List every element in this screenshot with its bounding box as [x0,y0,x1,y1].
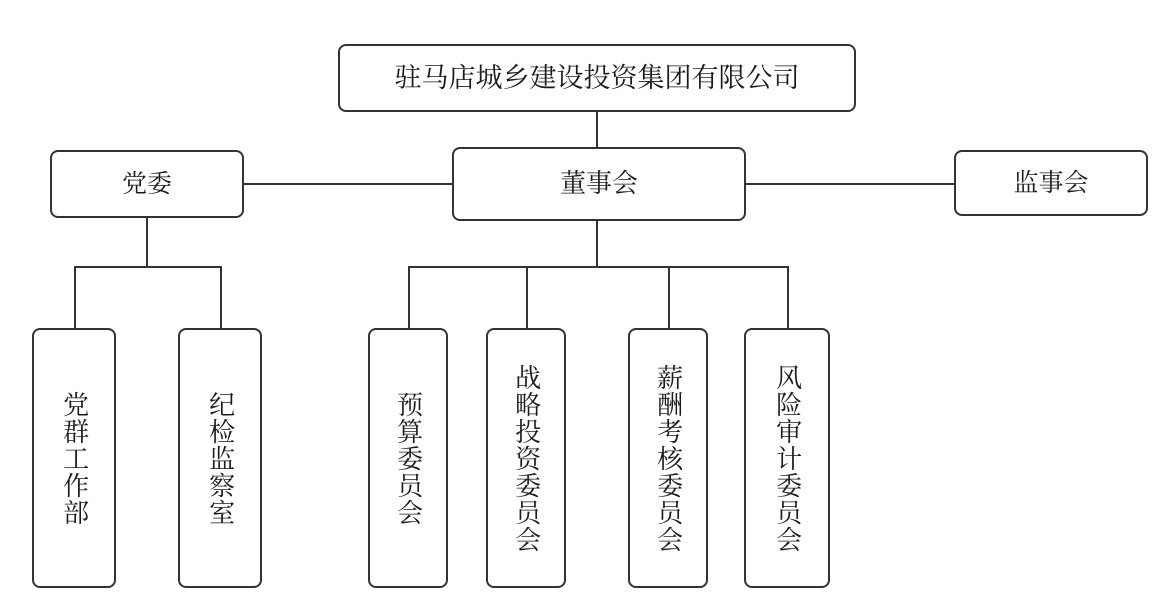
connector-party-child-1 [74,266,76,328]
connector-board-stem [596,221,598,268]
connector-board-child-3 [668,266,670,328]
node-budget-committee[interactable]: 预算委员会 [368,328,448,588]
node-party-work-dept[interactable]: 党群工作部 [32,328,116,588]
connector-party-bus [74,266,220,268]
node-board-of-supervisors[interactable]: 监事会 [954,150,1148,216]
node-strategy-investment-committee[interactable]: 战略投资委员会 [486,328,566,588]
node-board-of-directors[interactable]: 董事会 [452,147,746,221]
connector-board-child-2 [526,266,528,328]
node-risk-audit-committee[interactable]: 风险审计委员会 [744,328,830,588]
connector-board-child-4 [787,266,789,328]
node-discipline-office[interactable]: 纪检监察室 [178,328,262,588]
connector-party-child-2 [220,266,222,328]
connector-board-bus [408,266,787,268]
connector-board-child-1 [408,266,410,328]
connector-party-stem [146,218,148,268]
node-party-committee[interactable]: 党委 [50,150,244,218]
node-compensation-committee[interactable]: 薪酬考核委员会 [628,328,708,588]
node-company[interactable]: 驻马店城乡建设投资集团有限公司 [338,44,856,112]
connector-board-to-supervisors [746,183,954,185]
connector-board-to-party [244,183,452,185]
connector-company-to-board [596,112,598,147]
